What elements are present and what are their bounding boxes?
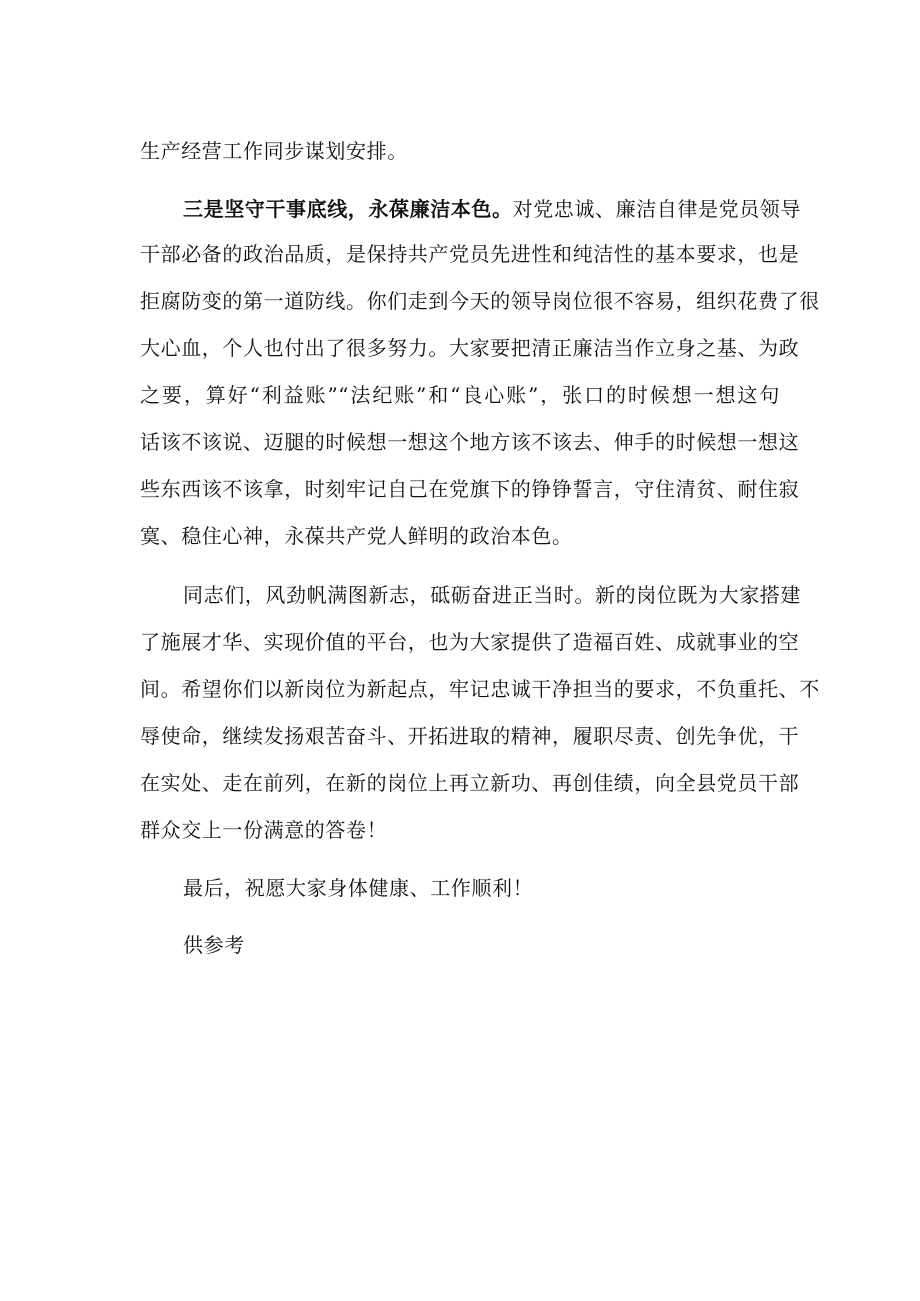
paragraph-3-line-3: 间。希望你们以新岗位为新起点，牢记忠诚干净担当的要求，不负重托、不 [140,677,820,701]
paragraph-1-line-1: 生产经营工作同步谋划安排。 [140,139,408,163]
paragraph-2-line-7: 些东西该不该拿，时刻牢记自己在党旗下的铮铮誓言，守住清贫、耐住寂 [140,477,800,501]
paragraph-2-line-2: 干部必备的政治品质，是保持共产党员先进性和纯洁性的基本要求，也是 [140,242,800,266]
paragraph-2-line-4: 大心血，个人也付出了很多努力。大家要把清正廉洁当作立身之基、为政 [140,336,800,360]
paragraph-2-line-3: 拒腐防变的第一道防线。你们走到今天的领导岗位很不容易，组织花费了很 [140,289,820,313]
paragraph-3-line-2: 了施展才华、实现价值的平台，也为大家提供了造福百姓、成就事业的空 [140,630,800,654]
paragraph-2-line-5: 之要，算好“利益账”“法纪账”和“良心账”，张口的时候想一想这句 [140,383,780,407]
paragraph-3-line-1: 同志们，风劲帆满图新志，砥砺奋进正当时。新的岗位既为大家搭建 [183,583,801,607]
paragraph-2-line-8: 寞、稳住心神，永葆共产党人鲜明的政治本色。 [140,524,573,548]
paragraph-4-line-1: 最后，祝愿大家身体健康、工作顺利！ [183,876,534,900]
paragraph-3-line-5: 在实处、走在前列，在新的岗位上再立新功、再创佳绩，向全县党员干部 [140,771,800,795]
paragraph-3-line-6: 群众交上一份满意的答卷！ [140,818,388,842]
paragraph-3-line-4: 辱使命，继续发扬艰苦奋斗、开拓进取的精神，履职尽责、创先争优，干 [140,724,800,748]
paragraph-2-line-1 [183,194,802,224]
paragraph-5-line-1: 供参考 [183,933,245,957]
paragraph-2-heading: 三是坚守干事底线，永葆廉洁本色。 [183,197,513,221]
paragraph-2-line-1-rest: 对党忠诚、廉洁自律是党员领导 [512,197,802,221]
paragraph-2-line-6: 话该不该说、迈腿的时候想一想这个地方该不该去、伸手的时候想一想这 [140,430,800,454]
